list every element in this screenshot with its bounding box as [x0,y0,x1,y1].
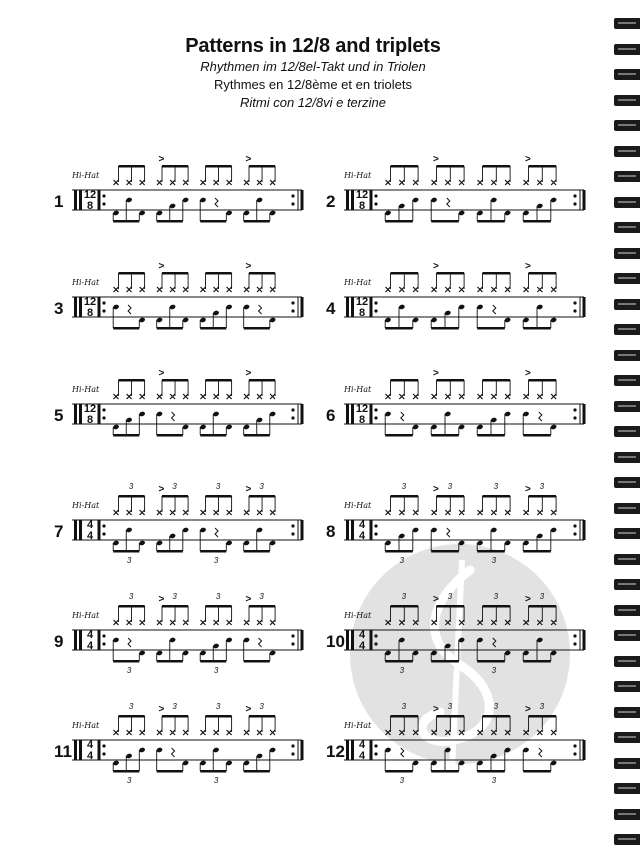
binding-ring [614,554,640,565]
beam [244,327,270,330]
triplet-mark: 3 [259,592,264,601]
hihat-label: Hi-Hat [72,278,100,287]
time-signature-bottom: 4 [86,750,94,762]
exercise-7 [54,482,302,565]
time-signature-top: 4 [86,629,94,641]
triplet-mark: 3 [215,482,221,491]
beam [119,165,145,168]
binding-ring [614,503,640,514]
exercise-number: 1 [54,192,64,211]
time-signature-top: 12 [355,189,369,201]
rest [447,198,450,207]
percussion-clef [346,740,349,760]
beam [437,272,465,275]
hihat-label: Hi-Hat [344,611,372,620]
beam [477,550,505,553]
beam [523,327,551,330]
beam [477,327,505,330]
time-signature-bottom: 8 [358,200,366,212]
percussion-clef [74,630,77,650]
beam [244,220,270,223]
binding-ring [614,783,640,794]
hihat-label: Hi-Hat [344,385,372,394]
triplet-mark: 3 [399,666,405,675]
triplet-mark: 3 [491,776,497,785]
beam [200,770,226,773]
time-signature-top: 4 [358,519,366,531]
beam [113,220,139,223]
percussion-clef [74,297,77,317]
exercise-5 [54,368,302,437]
binding-ring [614,834,640,845]
exercise-number: 9 [54,632,64,651]
beam [244,660,270,663]
exercise-number: 7 [54,522,64,541]
beam [206,605,232,608]
beam [244,770,270,773]
hihat-label: Hi-Hat [72,385,100,394]
exercise-number: 11 [54,742,72,761]
accent-mark: > [158,594,165,605]
triplet-mark: 3 [447,702,453,711]
accent-mark: > [158,704,165,715]
beam [477,434,505,437]
binding-ring [614,528,640,539]
triplet-mark: 3 [493,482,499,491]
percussion-clef [346,190,349,210]
rest [172,412,175,421]
time-signature-bottom: 4 [358,640,366,652]
binding-ring [614,273,640,284]
binding-ring [614,197,640,208]
beam [529,495,557,498]
binding-ring [614,69,640,80]
time-signature-bottom: 8 [358,307,366,319]
triplet-mark: 3 [401,482,407,491]
exercise-6 [326,368,584,437]
accent-mark: > [525,704,531,715]
beam [437,165,465,168]
beam [477,220,505,223]
exercise-11 [54,702,302,785]
subtitle-italian: Ritmi con 12/8vi e terzine [240,95,386,110]
beam [162,272,188,275]
accent-mark: > [433,154,439,165]
beam [385,770,413,773]
beam [437,605,465,608]
exercise-2 [326,154,584,223]
percussion-clef [346,520,349,540]
beam [385,327,413,330]
accent-mark: > [245,154,252,165]
triplet-mark: 3 [128,702,134,711]
beam [244,550,270,553]
triplet-mark: 3 [259,482,264,491]
beam [119,715,145,718]
time-signature-top: 12 [355,296,369,308]
beam [391,605,419,608]
triplet-mark: 3 [126,776,132,785]
beam [206,165,232,168]
beam [113,327,139,330]
accent-mark: > [245,368,252,379]
triplet-mark: 3 [259,702,264,711]
time-signature-top: 12 [83,296,97,308]
triplet-mark: 3 [215,702,221,711]
exercise-number: 2 [326,192,336,211]
time-signature-bottom: 8 [358,414,366,426]
percussion-clef [346,630,349,650]
beam [385,550,413,553]
beam [113,550,139,553]
binding-ring [614,605,640,616]
accent-mark: > [158,154,165,165]
time-signature-top: 12 [355,403,369,415]
beam [206,715,232,718]
triplet-mark: 3 [399,776,405,785]
beam [523,434,551,437]
beam [391,379,419,382]
beam [523,220,551,223]
percussion-clef [74,190,77,210]
rest [447,528,450,537]
beam [200,660,226,663]
beam [162,165,188,168]
binding-ring [614,401,640,412]
percussion-clef [74,520,77,540]
accent-mark: > [158,368,165,379]
binding-ring [614,299,640,310]
beam [249,379,275,382]
beam [483,272,511,275]
page-title: Patterns in 12/8 and triplets [185,35,441,57]
accent-mark: > [245,484,252,495]
triplet-mark: 3 [213,666,219,675]
beam [157,220,183,223]
triplet-mark: 3 [491,666,497,675]
triplet-mark: 3 [399,556,405,565]
beam [249,165,275,168]
triplet-mark: 3 [128,482,134,491]
beam [119,605,145,608]
percussion-clef [346,297,349,317]
binding-ring [614,324,640,335]
beam [483,605,511,608]
beam [431,550,459,553]
binding-ring [614,656,640,667]
binding-ring [614,95,640,106]
binding-ring [614,120,640,131]
rest [539,748,542,757]
beam [391,272,419,275]
triplet-mark: 3 [213,556,219,565]
beam [523,770,551,773]
rest [401,748,404,757]
exercise-9 [54,592,302,675]
beam [113,770,139,773]
time-signature-bottom: 4 [86,530,94,542]
beam [119,379,145,382]
beam [113,434,139,437]
beam [483,495,511,498]
beam [119,272,145,275]
beam [206,272,232,275]
triplet-mark: 3 [493,592,499,601]
beam [477,770,505,773]
beam [385,434,413,437]
beam [529,165,557,168]
triplet-mark: 3 [172,702,177,711]
beam [200,550,226,553]
exercise-number: 3 [54,299,64,318]
beam [483,165,511,168]
beam [249,605,275,608]
accent-mark: > [245,261,252,272]
time-signature-top: 4 [358,739,366,751]
accent-mark: > [525,368,531,379]
triplet-mark: 3 [539,482,545,491]
accent-mark: > [525,594,531,605]
beam [523,550,551,553]
rest [493,305,496,314]
binding-ring [614,426,640,437]
triplet-mark: 3 [126,556,132,565]
hihat-label: Hi-Hat [72,171,100,180]
triplet-mark: 3 [539,592,545,601]
beam [200,327,226,330]
beam [391,495,419,498]
exercise-4 [326,261,584,330]
exercise-number: 12 [326,742,345,761]
triplet-mark: 3 [447,482,453,491]
accent-mark: > [525,261,531,272]
rest [401,412,404,421]
exercise-number: 6 [326,406,336,425]
time-signature-bottom: 8 [86,414,94,426]
triplet-mark: 3 [447,592,453,601]
rest [128,638,131,647]
beam [249,715,275,718]
beam [431,327,459,330]
beam [529,272,557,275]
binding-ring [614,809,640,820]
binding-ring [614,44,640,55]
rest [215,198,218,207]
triplet-mark: 3 [126,666,132,675]
beam [200,434,226,437]
beam [529,605,557,608]
beam [200,220,226,223]
beam [249,272,275,275]
time-signature-bottom: 4 [358,530,366,542]
binding-ring [614,146,640,157]
accent-mark: > [245,704,252,715]
beam [477,660,505,663]
accent-mark: > [433,261,439,272]
time-signature-top: 4 [86,519,94,531]
exercise-number: 5 [54,406,64,425]
triplet-mark: 3 [401,702,407,711]
beam [437,495,465,498]
rest [172,748,175,757]
beam [483,715,511,718]
beam [157,660,183,663]
accent-mark: > [245,594,252,605]
beam [162,379,188,382]
triplet-mark: 3 [172,482,177,491]
hihat-label: Hi-Hat [344,171,372,180]
subtitle-french: Rythmes en 12/8ème et en triolets [214,77,412,92]
accent-mark: > [433,594,439,605]
beam [437,715,465,718]
beam [431,660,459,663]
binding-ring [614,222,640,233]
hihat-label: Hi-Hat [344,721,372,730]
binding-ring [614,248,640,259]
binding-ring [614,630,640,641]
binding-ring [614,758,640,769]
beam [385,220,413,223]
beam [162,495,188,498]
exercise-3 [54,261,302,330]
triplet-mark: 3 [539,702,545,711]
beam [483,379,511,382]
triplet-mark: 3 [215,592,221,601]
time-signature-bottom: 4 [358,750,366,762]
beam [431,770,459,773]
percussion-clef [74,404,77,424]
time-signature-bottom: 8 [86,307,94,319]
accent-mark: > [158,261,165,272]
time-signature-top: 4 [358,629,366,641]
exercise-1 [54,154,302,223]
beam [157,550,183,553]
spiral-binding [614,0,640,850]
binding-ring [614,171,640,182]
binding-ring [614,681,640,692]
binding-ring [614,18,640,29]
percussion-clef [346,404,349,424]
hihat-label: Hi-Hat [72,501,100,510]
subtitle-german: Rhythmen im 12/8el-Takt und in Triolen [200,59,426,74]
percussion-clef [74,740,77,760]
beam [523,660,551,663]
binding-ring [614,375,640,386]
beam [157,327,183,330]
time-signature-top: 4 [86,739,94,751]
rest [215,528,218,537]
triplet-mark: 3 [493,702,499,711]
triplet-mark: 3 [401,592,407,601]
rest [128,305,131,314]
triplet-mark: 3 [172,592,177,601]
hihat-label: Hi-Hat [344,278,372,287]
accent-mark: > [433,368,439,379]
time-signature-bottom: 8 [86,200,94,212]
exercise-number: 8 [326,522,336,541]
time-signature-top: 12 [83,189,97,201]
beam [119,495,145,498]
triplet-mark: 3 [213,776,219,785]
binding-ring [614,707,640,718]
beam [437,379,465,382]
hihat-label: Hi-Hat [344,501,372,510]
beam [162,715,188,718]
exercise-number: 10 [326,632,345,651]
beam [391,715,419,718]
beam [113,660,139,663]
beam [206,495,232,498]
binding-ring [614,452,640,463]
beam [385,660,413,663]
time-signature-top: 12 [83,403,97,415]
binding-ring [614,350,640,361]
triplet-mark: 3 [491,556,497,565]
beam [431,220,459,223]
beam [391,165,419,168]
binding-ring [614,579,640,590]
rest [259,305,262,314]
beam [157,770,183,773]
beam [157,434,183,437]
accent-mark: > [525,154,531,165]
beam [244,434,270,437]
exercise-number: 4 [326,299,336,318]
hihat-label: Hi-Hat [72,721,100,730]
hihat-label: Hi-Hat [72,611,100,620]
beam [431,434,459,437]
binding-ring [614,477,640,488]
accent-mark: > [158,484,165,495]
binding-ring [614,732,640,743]
beam [206,379,232,382]
beam [529,379,557,382]
beam [529,715,557,718]
beam [249,495,275,498]
beam [162,605,188,608]
rest [259,638,262,647]
triplet-mark: 3 [128,592,134,601]
rest [539,412,542,421]
accent-mark: > [433,704,439,715]
time-signature-bottom: 4 [86,640,94,652]
accent-mark: > [525,484,531,495]
accent-mark: > [433,484,439,495]
